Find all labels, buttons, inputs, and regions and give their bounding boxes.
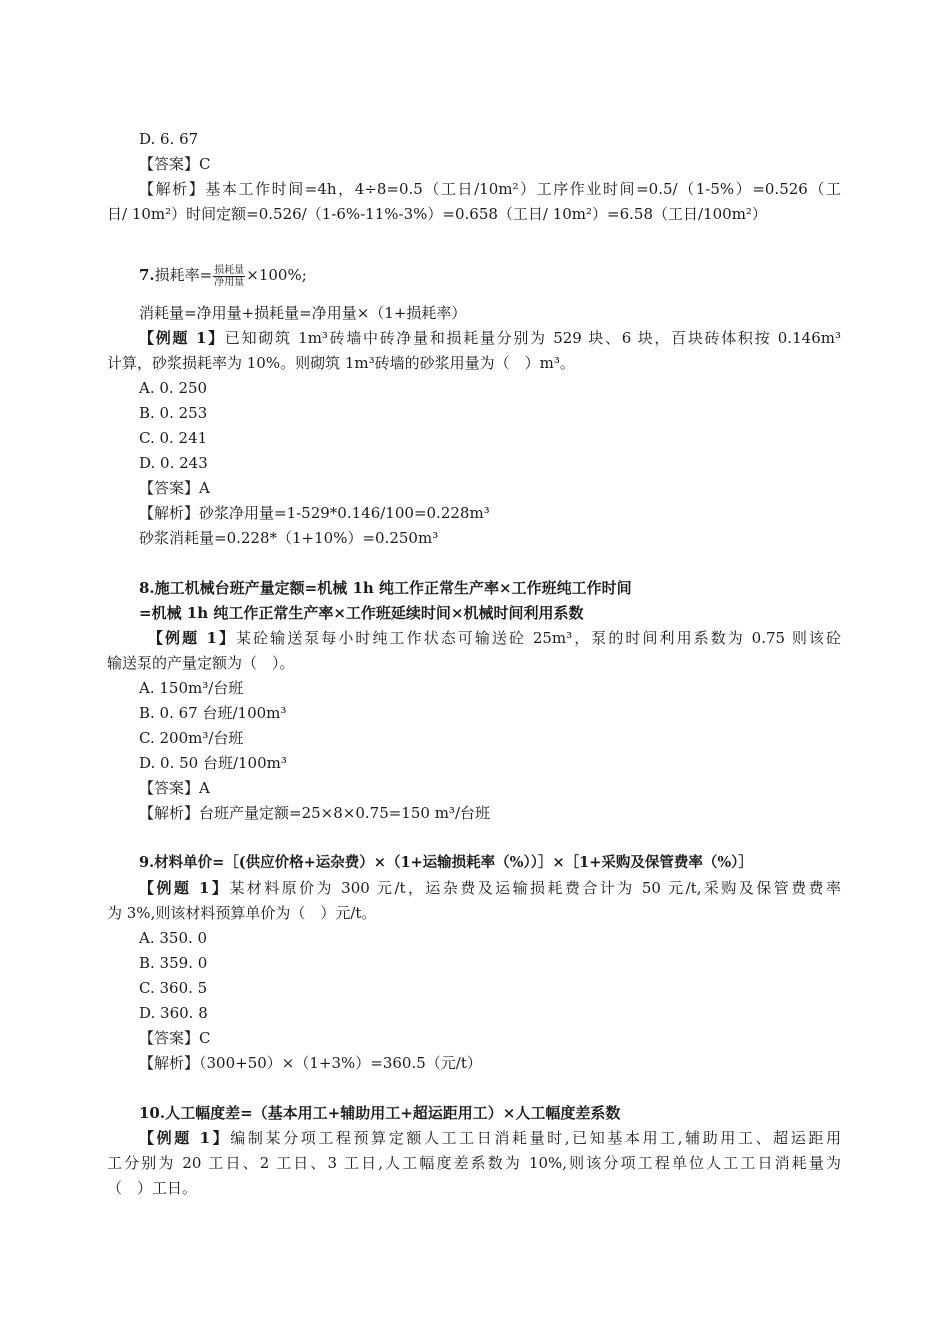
example-line: 【例题 1】已知砌筑 1m³砖墙中砖净量和损耗量分别为 529 块、6 块，百块砖体积按 0.146m³ — [139, 329, 841, 347]
formula-line: 消耗量=净用量+损耗量=净用量×（1+损耗率） — [139, 304, 467, 322]
example-line: 工分别为 20 工日、2 工日、3 工日,人工幅度差系数为 10%,则该分项工程单位人工工日消耗量为 — [107, 1154, 841, 1172]
answer: 【答案】A — [139, 479, 210, 497]
example-line: （ ）工日。 — [107, 1179, 198, 1197]
section-9-heading: 9.材料单价=［(供应价格+运杂费）×（1+运输损耗率（%））］×［1+采购及保管费率（%）］ — [139, 854, 753, 871]
option-b: B. 0. 253 — [139, 404, 208, 422]
answer: 【答案】C — [139, 155, 211, 173]
example-line: 【例题 1】编制某分项工程预算定额人工工日消耗量时,已知基本用工,辅助用工、超运距用 — [139, 1129, 841, 1147]
analysis-line: 日/ 10m²）时间定额=0.526/（1-6%-11%-3%）=0.658（工日/ 10m²）=6.58（工日/100m²） — [107, 205, 767, 223]
section-8-heading-cont: =机械 1h 纯工作正常生产率×工作班延续时间×机械时间利用系数 — [139, 604, 584, 622]
fraction: $\frac{\text{损耗量}}{\text{净用量}}$ — [214, 264, 245, 288]
option-d: D. 6. 67 — [139, 130, 199, 148]
analysis-line: 【解析】（300+50）×（1+3%）=360.5（元/t） — [139, 1054, 482, 1072]
option-a: A. 0. 250 — [139, 379, 208, 397]
option-d: D. 360. 8 — [139, 1004, 208, 1022]
section-8-heading: 8.施工机械台班产量定额=机械 1h 纯工作正常生产率×工作班纯工作时间 — [139, 579, 632, 597]
answer: 【答案】C — [139, 1029, 211, 1047]
analysis-line: 【解析】砂浆净用量=1-529*0.146/100=0.228m³ — [139, 504, 490, 522]
analysis-line: 砂浆消耗量=0.228*（1+10%）=0.250m³ — [139, 529, 439, 547]
option-a: A. 350. 0 — [139, 929, 208, 947]
section-10-heading: 10.人工幅度差=（基本用工+辅助用工+超运距用工）×人工幅度差系数 — [139, 1104, 621, 1122]
option-c: C. 360. 5 — [139, 979, 208, 997]
option-c: C. 0. 241 — [139, 429, 208, 447]
analysis-line: 【解析】基本工作时间=4h，4÷8=0.5（工日/10m²）工序作业时间=0.5/（1-5%）=0.526（工 — [139, 180, 841, 198]
example-line: 输送泵的产量定额为（ ）。 — [107, 654, 295, 672]
option-d: D. 0. 50 台班/100m³ — [139, 754, 287, 772]
option-a: A. 150m³/台班 — [139, 679, 244, 697]
example-line: 为 3%,则该材料预算单价为（ ）元/t。 — [107, 904, 377, 922]
option-d: D. 0. 243 — [139, 454, 208, 472]
answer: 【答案】A — [139, 779, 210, 797]
example-line: 【例题 1】某材料原价为 300 元/t，运杂费及运输损耗费合计为 50 元/t,采购及保管费费率 — [139, 879, 841, 897]
section-7-heading: 7.损耗率= $\frac{\text{损耗量}}{\text{净用量}}$ ×100%; — [139, 264, 307, 288]
example-line: 计算，砂浆损耗率为 10%。则砌筑 1m³砖墙的砂浆用量为（ ）m³。 — [107, 354, 575, 372]
option-c: C. 200m³/台班 — [139, 729, 244, 747]
option-b: B. 359. 0 — [139, 954, 208, 972]
example-line: 【例题 1】某砼输送泵每小时纯工作状态可输送砼 25m³，泵的时间利用系数为 0.75 则该砼 — [148, 629, 841, 647]
option-b: B. 0. 67 台班/100m³ — [139, 704, 287, 722]
analysis-line: 【解析】台班产量定额=25×8×0.75=150 m³/台班 — [139, 804, 490, 822]
